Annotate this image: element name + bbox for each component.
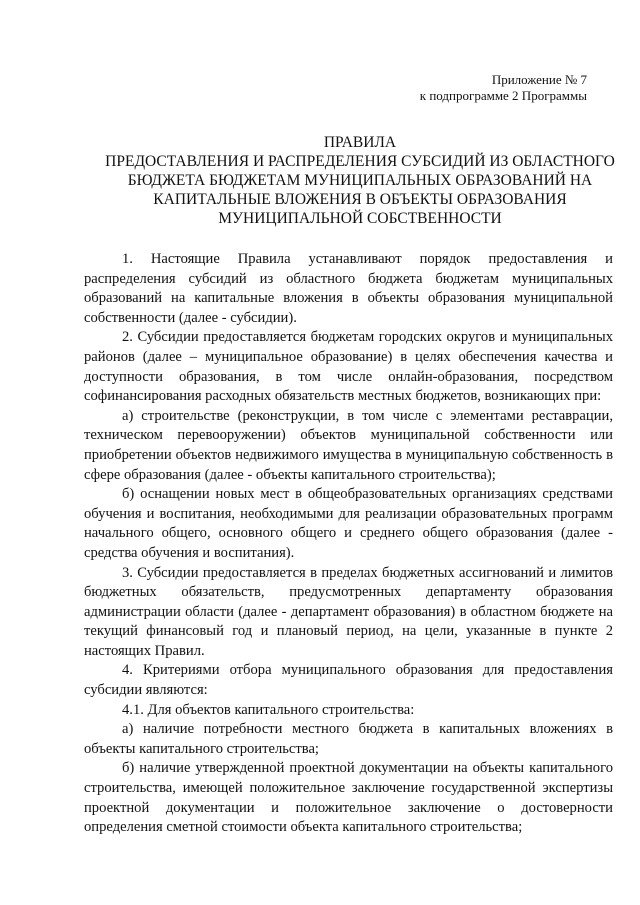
title-line-3: БЮДЖЕТА БЮДЖЕТАМ МУНИЦИПАЛЬНЫХ ОБРАЗОВАНИЙ НА (127, 172, 593, 189)
annex-number: Приложение № 7 (491, 72, 587, 87)
document-title (100, 133, 620, 228)
document-body (84, 250, 613, 838)
paragraph-4-1b: б) наличие утвержденной проектной документации на объекты капитального строительства, имеющей положительное заключение государственной экспертизы проектной документации и положительное заключение о достоверности определения сметной стоимости объекта капитального строительства; (84, 760, 613, 836)
annex-reference: к подпрограмме 2 Программы (419, 87, 587, 103)
paragraph-4-1a: а) наличие потребности местного бюджета в капитальных вложениях в объекты капитального строительства; (84, 721, 613, 757)
title-line-5: МУНИЦИПАЛЬНОЙ СОБСТВЕННОСТИ (218, 210, 502, 227)
paragraph-4-1: 4.1. Для объектов капитального строительства: (122, 701, 415, 718)
annex-header (420, 72, 587, 103)
paragraph-1: 1. Настоящие Правила устанавливают порядок предоставления и распределения субсидий из областного бюджета бюджетам муниципальных образований на капитальные вложения в объекты образования муниципальной собственности (далее - субсидии). (84, 251, 613, 326)
title-line-4: КАПИТАЛЬНЫЕ ВЛОЖЕНИЯ В ОБЪЕКТЫ ОБРАЗОВАНИЯ (153, 191, 567, 208)
paragraph-2a: а) строительстве (реконструкции, в том числе с элементами реставрации, техническом перевооружении) объектов муниципальной собственности или приобретении объектов недвижимого имущества в муниципальную собственность в сфере образования (далее - объекты капитального строительства); (84, 407, 613, 483)
paragraph-4: 4. Критериями отбора муниципального образования для предоставления субсидии являются: (84, 662, 613, 699)
paragraph-2: 2. Субсидии предоставляется бюджетам городских округов и муниципальных районов (далее – муниципальное образование) в целях обеспечения качества и доступности образования, в том числе онлайн-образования, посредством софинансирования расходных обязательств местных бюджетов, возникающих при: (84, 329, 613, 405)
paragraph-2b: б) оснащении новых мест в общеобразовательных организациях средствами обучения и воспитания, необходимыми для реализации образовательных программ начального общего, основного общего и среднего общего образования (далее - средства обучения и воспитания). (84, 486, 613, 561)
title-line-1: ПРАВИЛА (323, 134, 397, 151)
paragraph-3: 3. Субсидии предоставляется в пределах бюджетных ассигнований и лимитов бюджетных обязательств, предусмотренных департаменту образования администрации области (далее - департамент образования) в областном бюджете на текущий финансовый год и плановый период, на цели, указанные в пункте 2 настоящих Правил. (84, 564, 613, 659)
title-line-2: ПРЕДОСТАВЛЕНИЯ И РАСПРЕДЕЛЕНИЯ СУБСИДИЙ ИЗ ОБЛАСТНОГО (105, 153, 615, 170)
